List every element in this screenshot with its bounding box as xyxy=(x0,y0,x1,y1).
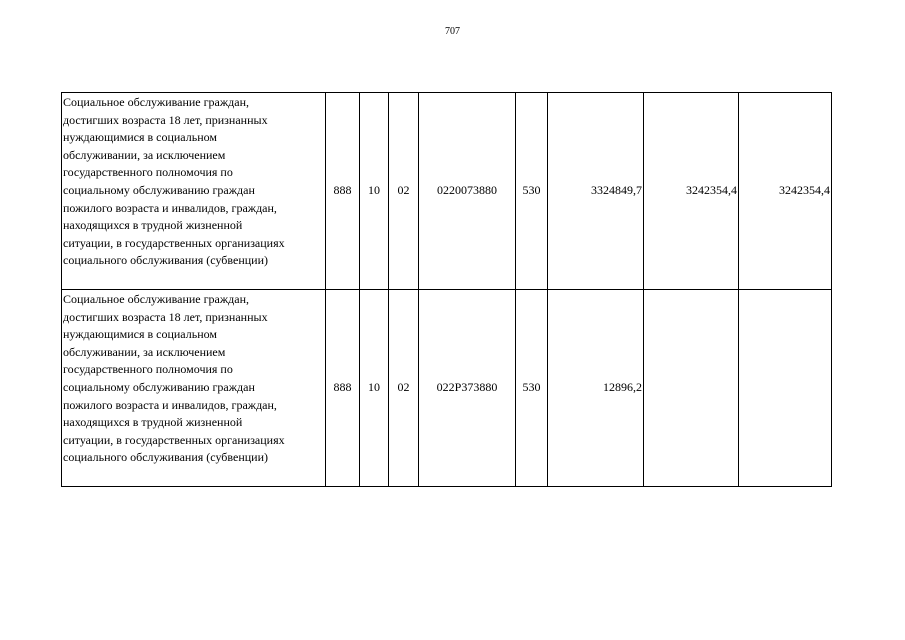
section-code-cell: 10 xyxy=(360,290,389,487)
target-article-cell: 0220073880 xyxy=(419,93,516,290)
description-line: достигших возраста 18 лет, признанных xyxy=(63,112,268,127)
description-line: нуждающимися в социальном xyxy=(63,130,217,145)
ministry-code-cell: 888 xyxy=(326,290,360,487)
description-cell xyxy=(62,93,326,290)
description-line: достигших возраста 18 лет, признанных xyxy=(63,309,268,324)
description-cell xyxy=(62,290,326,487)
description-line: социального обслуживания (субвенции) xyxy=(63,253,268,268)
section-code-cell: 10 xyxy=(360,93,389,290)
description-line: находящихся в трудной жизненной xyxy=(63,218,243,233)
table-row xyxy=(62,290,832,487)
description-line: обслуживании, за исключением xyxy=(63,147,226,162)
ministry-code-cell: 888 xyxy=(326,93,360,290)
description-line: государственного полномочия по xyxy=(63,165,233,180)
subsection-code-cell: 02 xyxy=(389,290,419,487)
description-line: нуждающимися в социальном xyxy=(63,327,217,342)
table-row xyxy=(62,93,832,290)
amount-cell-1: 3324849,7 xyxy=(548,93,644,290)
description-line: Социальное обслуживание граждан, xyxy=(63,95,250,109)
amount-cell-3: 3242354,4 xyxy=(739,93,832,290)
target-article-cell: 022P373880 xyxy=(419,290,516,487)
description-line: социальному обслуживанию граждан xyxy=(63,182,255,197)
description-line: пожилого возраста и инвалидов, граждан, xyxy=(63,200,277,215)
description-line: пожилого возраста и инвалидов, граждан, xyxy=(63,397,277,412)
description-line: социального обслуживания (субвенции) xyxy=(63,450,268,465)
description-line: социальному обслуживанию граждан xyxy=(63,379,255,394)
subsection-code-cell: 02 xyxy=(389,93,419,290)
amount-cell-2: 3242354,4 xyxy=(644,93,739,290)
description-line: государственного полномочия по xyxy=(63,362,233,377)
amount-cell-1: 12896,2 xyxy=(548,290,644,487)
description-line: ситуации, в государственных организациях xyxy=(63,432,285,447)
description-line: находящихся в трудной жизненной xyxy=(63,415,243,430)
page-number: 707 xyxy=(445,26,460,37)
expense-type-cell: 530 xyxy=(516,93,548,290)
budget-table xyxy=(61,92,832,487)
description-line: обслуживании, за исключением xyxy=(63,344,226,359)
description-line: ситуации, в государственных организациях xyxy=(63,235,285,250)
description-line: Социальное обслуживание граждан, xyxy=(63,292,250,306)
expense-type-cell: 530 xyxy=(516,290,548,487)
amount-cell-2 xyxy=(644,290,739,487)
amount-cell-3 xyxy=(739,290,832,487)
